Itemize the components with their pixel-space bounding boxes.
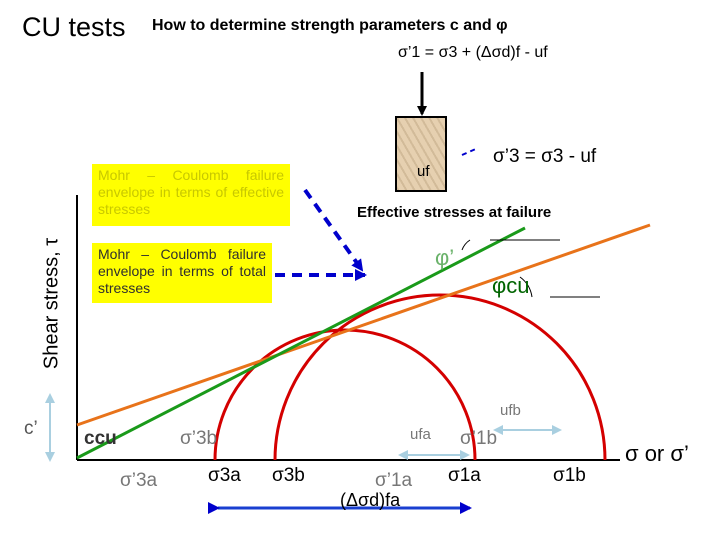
mohr-circle-total-a: [215, 330, 475, 460]
sigma-3b-label: σ3b: [272, 465, 305, 486]
effective-envelope-note: Mohr – Coulomb failure envelope in terms of effective stresses: [92, 164, 290, 226]
sigma1-equation: σ’1 = σ3 + (Δσd)f - uf: [398, 44, 548, 61]
effective-stresses-caption: Effective stresses at failure: [357, 204, 552, 221]
c-cu-label: ccu: [84, 428, 117, 449]
sample-to-envelope-dashed-line: [462, 148, 478, 155]
deviator-stress-label: (Δσd)fa: [340, 490, 401, 510]
u-fa-label: ufa: [410, 426, 431, 443]
effective-dashed-arrow: [305, 190, 362, 270]
sigma-3a-label: σ3a: [208, 465, 241, 486]
sigma-1a-label: σ1a: [448, 465, 481, 486]
subtitle: How to determine strength parameters c and φ: [152, 17, 508, 34]
slide-title: CU tests: [22, 12, 126, 42]
y-axis-label: Shear stress, τ: [40, 237, 63, 370]
sigma-1b-effective-label: σ’1b: [460, 428, 498, 449]
phi-prime-label: φ’: [435, 245, 455, 270]
sample-uf-label: uf: [417, 163, 430, 180]
sigma-1b-label: σ1b: [553, 465, 586, 486]
sigma-3a-effective-label: σ’3a: [120, 470, 158, 491]
sigma-1a-effective-label: σ’1a: [375, 470, 413, 491]
c-prime-label: c’: [24, 418, 38, 439]
u-fb-label: ufb: [500, 402, 521, 419]
phi-cu-label: φcu: [492, 273, 530, 298]
phi-prime-arc: [462, 240, 470, 250]
x-axis-label: σ or σ’: [625, 441, 689, 466]
sigma-3b-effective-label: σ’3b: [180, 428, 218, 449]
total-envelope-note: Mohr – Coulomb failure envelope in terms of total stresses: [92, 243, 272, 303]
mohr-circle-total-b: [275, 295, 605, 460]
sigma3-equation: σ’3 = σ3 - uf: [493, 146, 597, 167]
